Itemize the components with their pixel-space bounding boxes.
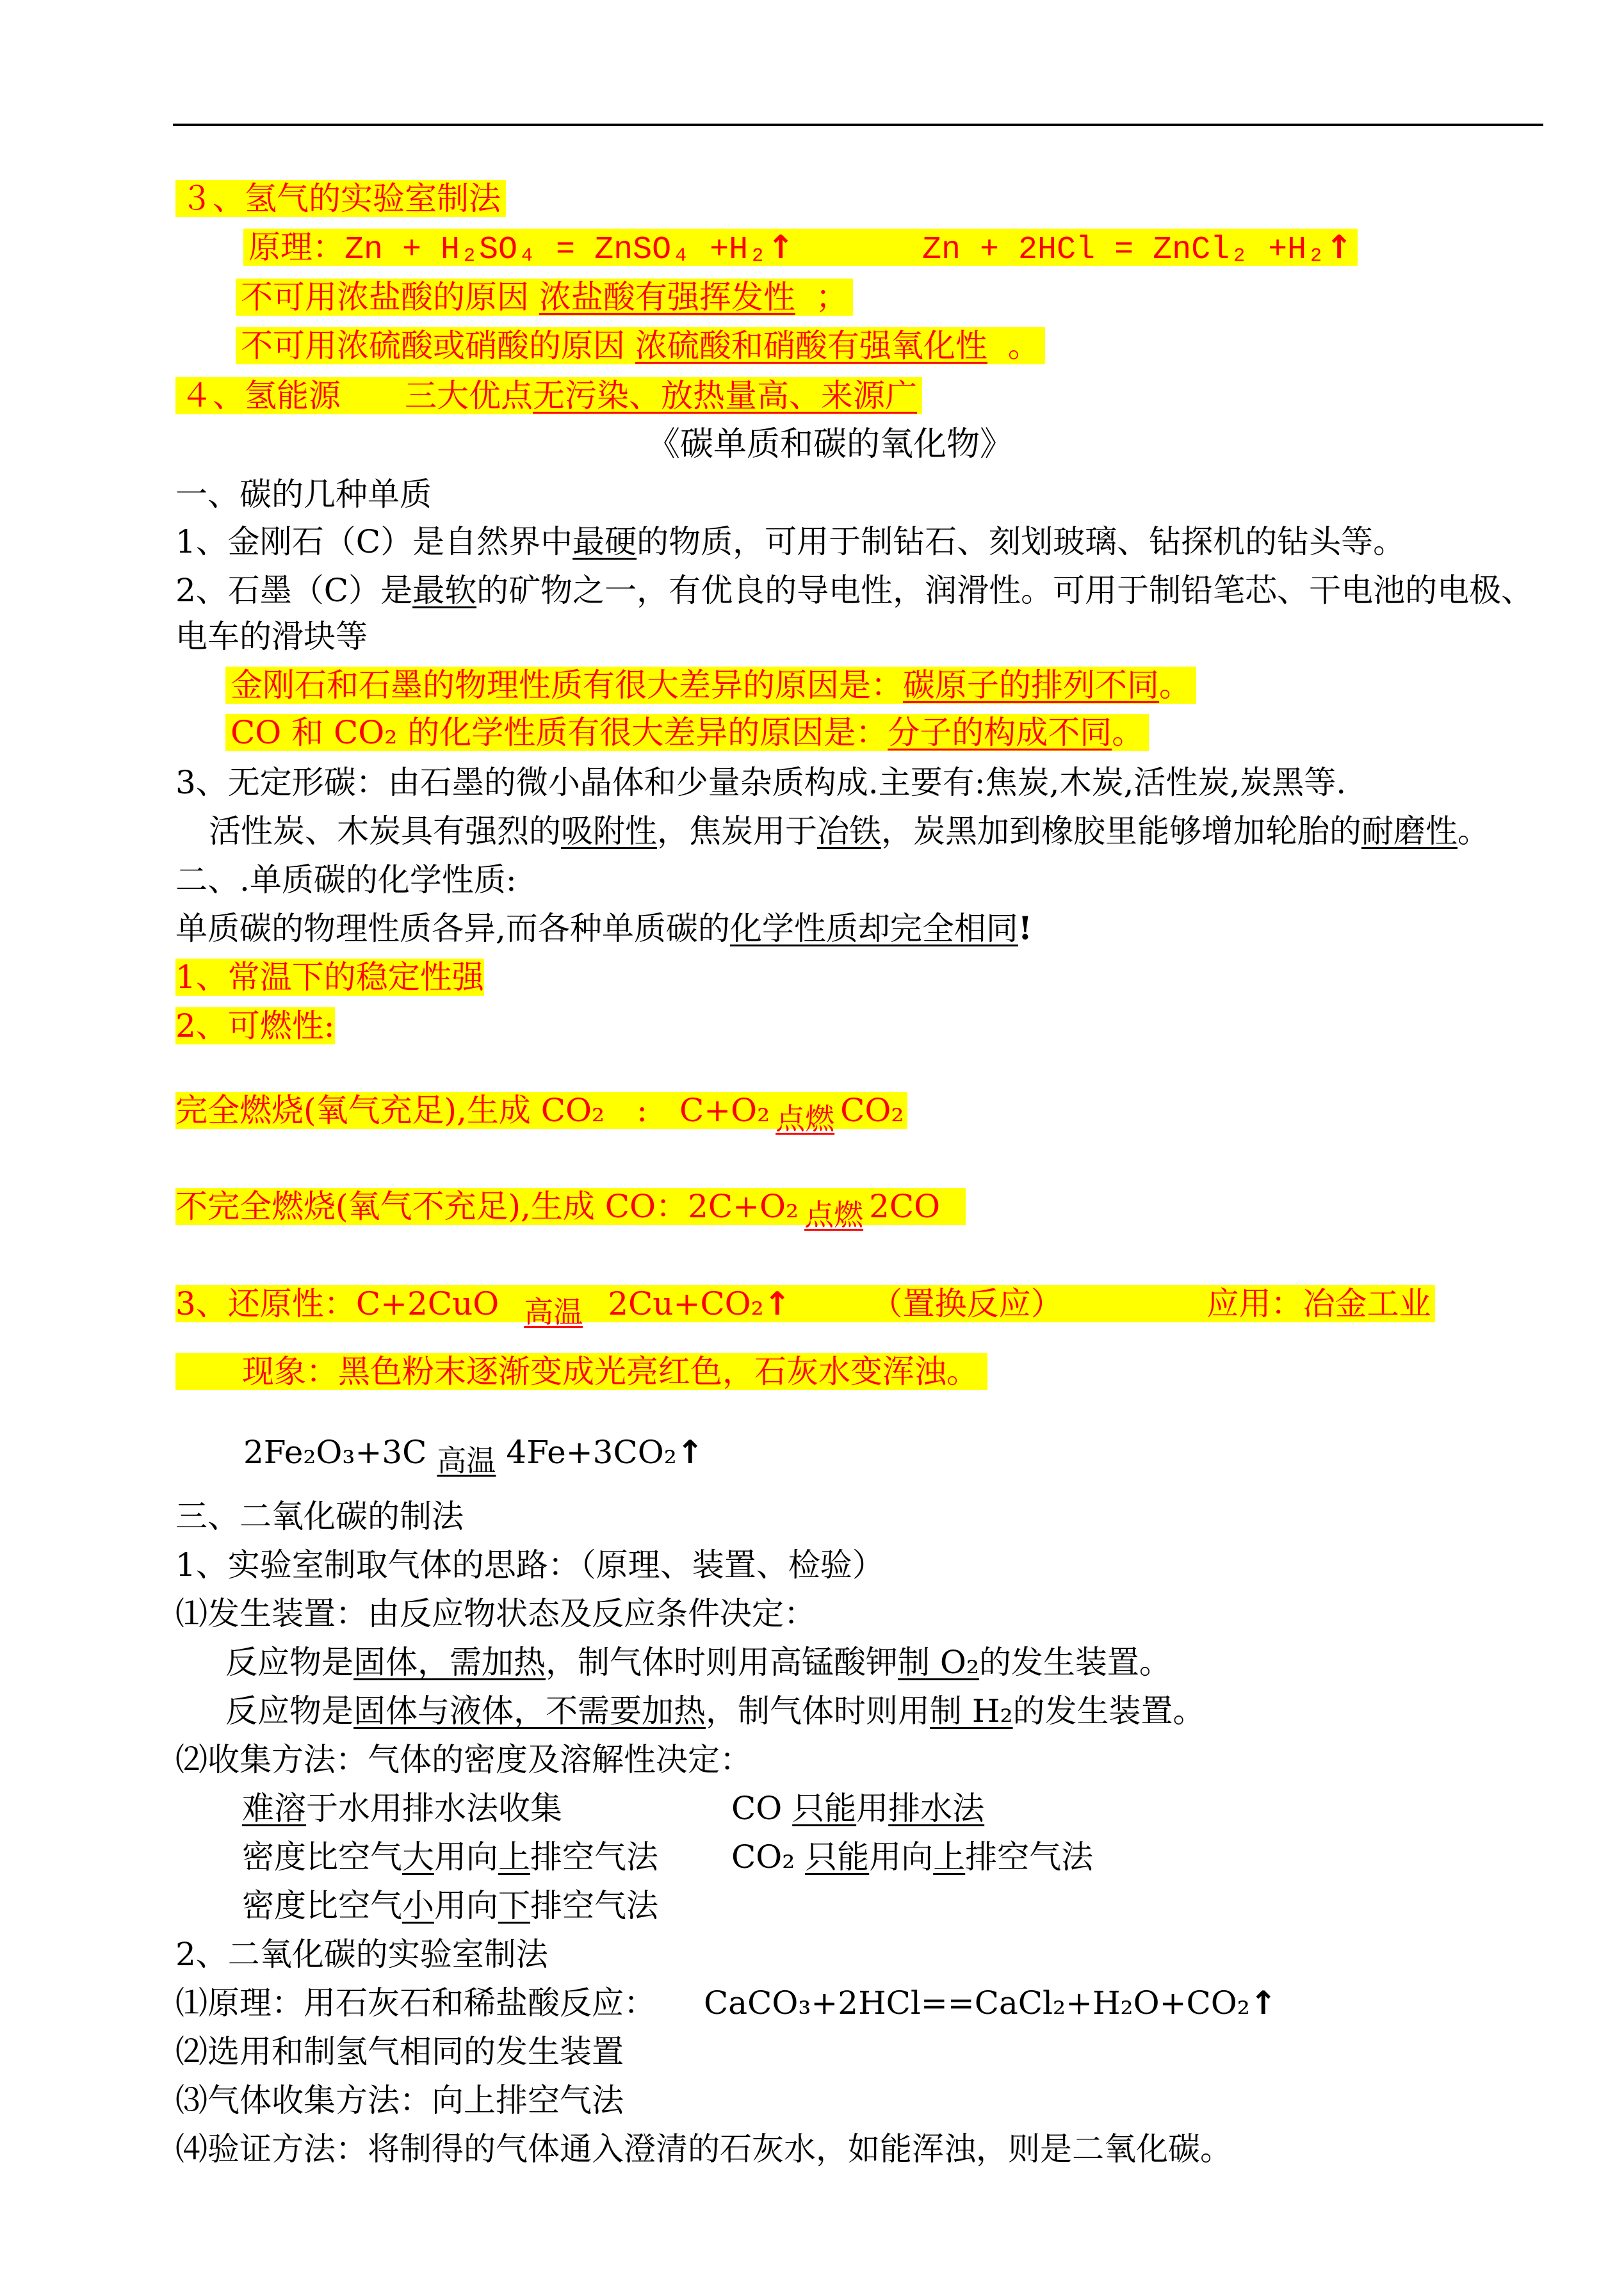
energy-values: 无污染、放热量高、来源广 — [533, 377, 917, 414]
co2-equation: CaCO₃+2HCl==CaCl₂+H₂O+CO₂ — [704, 1984, 1250, 2022]
h2-heading-line — [175, 178, 506, 219]
energy-line — [175, 375, 922, 416]
gas-up-arrow-icon: ↑ — [1249, 1984, 1277, 2022]
co2-apparatus: ⑵选用和制氢气相同的发生装置 — [175, 2033, 624, 2070]
iron-oxide-reduction-line: 2Fe₂O₃+3C 高温 4Fe+3CO₂↑ — [243, 1434, 704, 1478]
h2-principle: 原理：Zn + H₂SO₄ = ZnSO₄ +H₂↑ Zn + 2HCl = ZnCl₂ +H₂↑ — [243, 229, 1358, 266]
generator-solid-liquid: 反应物是固体与液体，不需要加热，制气体时则用制 H₂的发生装置。 — [225, 1692, 1205, 1730]
collection-lighter: 密度比空气小用向下排空气法 — [242, 1887, 658, 1924]
co2-lab-heading: 2、二氧化碳的实验室制法 — [175, 1936, 548, 1973]
h2-principle-line — [243, 227, 1358, 271]
h2-equation-2: Zn + 2HCl = ZnCl₂ +H₂ — [922, 232, 1326, 268]
collection-heading: ⑵收集方法：气体的密度及溶解性决定： — [175, 1741, 752, 1778]
collection-co-rule: CO 只能用排水法 — [731, 1790, 985, 1827]
graphite-line-cont: 电车的滑块等 — [175, 618, 368, 655]
co2-collection: ⑶气体收集方法：向上排空气法 — [175, 2082, 624, 2119]
co2-verification: ⑷验证方法：将制得的气体通入澄清的石灰水，如能浑浊，则是二氧化碳。 — [175, 2130, 1232, 2168]
collection-denser: 密度比空气大用向上排空气法 — [242, 1838, 658, 1876]
carbon-title: 《碳单质和碳的氧化物》 — [647, 425, 1014, 464]
hcl-reason-line: 不可用浓盐酸的原因 浓盐酸有强挥发性 ； — [236, 277, 853, 318]
hcl-reason: 浓盐酸有强挥发性 — [539, 279, 795, 316]
activated-carbon-line: 活性炭、木炭具有强烈的吸附性，焦炭用于冶铁，炭黑加到橡胶里能够增加轮胎的耐磨性。 — [209, 813, 1490, 850]
header-rule — [173, 124, 1543, 126]
graphite-line: 2、石墨（C）是最软的矿物之一，有优良的导电性，润滑性。可用于制铅笔芯、干电池的电极、 — [175, 572, 1534, 609]
diamond-line: 1、金刚石（C）是自然界中最硬的物质，可用于制钻石、刻划玻璃、钻探机的钻头等。 — [175, 523, 1406, 560]
co2-principle-line: ⑴原理：用石灰石和稀盐酸反应： CaCO₃+2HCl==CaCl₂+H₂O+CO₂↑ — [175, 1984, 1277, 2022]
gas-up-arrow-icon: ↑ — [763, 1285, 791, 1322]
property-stability: 1、常温下的稳定性强 — [175, 959, 484, 996]
note-diamond-graphite: 金刚石和石墨的物理性质有很大差异的原因是：碳原子的排列不同。 — [225, 665, 1196, 706]
energy-label: ４、氢能源 三大优点 — [181, 377, 533, 414]
amorphous-carbon-line: 3、无定形碳：由石墨的微小晶体和少量杂质构成.主要有:焦炭,木炭,活性炭,炭黑等. — [175, 764, 1347, 801]
hcl-reason-label: 不可用浓盐酸的原因 — [241, 279, 529, 316]
collection-insoluble: 难溶于水用排水法收集 — [242, 1790, 562, 1827]
section-3-heading: 三、二氧化碳的制法 — [175, 1498, 464, 1535]
property-flammability: 2、可燃性: — [175, 1007, 335, 1044]
phenomenon-line: 现象：黑色粉末逐渐变成光亮红色，石灰水变浑浊。 — [175, 1351, 987, 1392]
h2so4-reason: 浓硫酸和硝酸有强氧化性 — [635, 327, 987, 364]
gas-up-arrow-icon: ↑ — [676, 1434, 704, 1471]
h2-equation-1: Zn + H₂SO₄ = ZnSO₄ +H₂ — [345, 232, 768, 268]
incomplete-combustion-line: 不完全燃烧(氧气不充足),生成 CO：2C+O₂ 点燃 2CO — [175, 1186, 966, 1227]
h2so4-reason-label: 不可用浓硫酸或硝酸的原因 — [241, 327, 625, 364]
section-1-heading: 一、碳的几种单质 — [175, 476, 432, 513]
h2so4-reason-line: 不可用浓硫酸或硝酸的原因 浓硫酸和硝酸有强氧化性 。 — [236, 325, 1045, 366]
section-2-heading: 二、.单质碳的化学性质: — [175, 861, 517, 898]
lab-gas-approach: 1、实验室制取气体的思路：（原理、装置、检验） — [175, 1546, 884, 1584]
h2-heading: ３、氢气的实验室制法 — [175, 180, 506, 217]
generator-solid-heat: 反应物是固体，需加热，制气体时则用高锰酸钾制 O₂的发生装置。 — [225, 1644, 1171, 1681]
complete-combustion-line: 完全燃烧(氧气充足),生成 CO₂ : C+O₂ 点燃 CO₂ — [175, 1090, 907, 1131]
generator-heading: ⑴发生装置：由反应物状态及反应条件决定： — [175, 1595, 816, 1632]
collection-co2-rule: CO₂ 只能用向上排空气法 — [731, 1838, 1094, 1876]
gas-up-arrow-icon: ↑ — [1326, 229, 1353, 266]
gas-up-arrow-icon: ↑ — [767, 229, 795, 266]
reduction-line: 3、还原性：C+2CuO 高温 2Cu+CO₂↑ （置换反应） 应用：冶金工业 — [175, 1283, 1435, 1324]
note-co-co2: CO 和 CO₂ 的化学性质有很大差异的原因是：分子的构成不同。 — [225, 712, 1149, 753]
chem-property-line: 单质碳的物理性质各异,而各种单质碳的化学性质却完全相同! — [175, 909, 1032, 947]
